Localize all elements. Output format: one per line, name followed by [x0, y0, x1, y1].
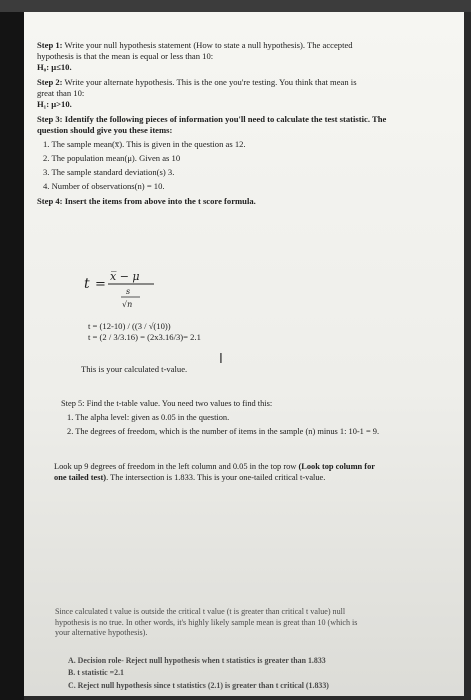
option-c: C. Reject null hypothesis since t statistics (2.1) is greater than t critical (1.833): [68, 680, 329, 690]
conclusion-paragraph: [55, 607, 357, 639]
list-item: 3. The sample standard deviation(s) 3.: [43, 167, 175, 177]
step5-heading: Step 5: Find the t-table value. You need two values to find this:: [61, 399, 273, 408]
null-hypothesis: H₀: μ≤10.: [37, 62, 72, 72]
step1-text: Write your null hypothesis statement (How to state a null hypothesis). The accepted: [62, 40, 353, 50]
answer-options: [68, 655, 329, 692]
conclusion-line1: Since calculated t value is outside the critical t value (t is greater than critical t value) null: [55, 607, 346, 616]
lookup-emphasis-a: (Look top column for: [298, 462, 375, 471]
list-item: 1. The sample mean(x̅). This is given in the question as 12.: [43, 139, 246, 149]
step3-heading: Step 3: Identify the following pieces of information you'll need to calculate the test statistic. The: [37, 114, 387, 124]
step1-line1: [37, 40, 455, 51]
step4-heading: Step 4: Insert the items from above into the t score formula.: [37, 196, 256, 206]
document-body: [37, 40, 455, 207]
step1-line2: hypothesis is that the mean is equal or less than 10:: [37, 51, 214, 61]
lookup-paragraph: [54, 462, 375, 484]
formula-lhs: t: [84, 276, 90, 292]
step2-heading: Step 2:: [37, 77, 63, 87]
left-edge: [0, 12, 24, 700]
formula-denominator-top: s: [126, 287, 131, 296]
step2-text: Write your alternate hypothesis. This is the one you're testing. You think that mean is: [62, 77, 357, 87]
t-score-formula: [82, 264, 172, 312]
formula-numerator: x̅ − μ: [110, 270, 140, 283]
list-item: 4. Number of observations(n) = 10.: [43, 181, 165, 191]
conclusion-line3: your alternative hypothesis).: [55, 628, 148, 638]
list-item: 2. The degrees of freedom, which is the number of items in the sample (n) minus 1: 10-1 = 9.: [67, 426, 380, 436]
step2-line2: great than 10:: [37, 88, 85, 98]
calculation: [88, 321, 201, 343]
lookup-emphasis-b: one tailed test): [54, 472, 107, 482]
calc-line2: t = (2 / 3/3.16) = (2x3.16/3)= 2.1: [88, 332, 201, 343]
step3-line2: question should give you these items:: [37, 125, 173, 135]
lookup-line1: [54, 462, 375, 473]
lookup-line2: [54, 473, 375, 484]
list-item: 2. The population mean(μ). Given as 10: [43, 153, 181, 163]
step1-heading: Step 1:: [37, 40, 63, 50]
document-page: [24, 12, 464, 696]
option-a: A. Decision role- Reject null hypothesis when t statistics is greater than 1.833: [68, 656, 326, 665]
list-item: 1. The alpha level: given as 0.05 in the question.: [67, 412, 230, 422]
text-cursor-icon: I: [219, 352, 223, 367]
calculated-t-label: This is your calculated t-value.: [81, 364, 188, 374]
conclusion-line2: hypothesis is no true. In other words, it's highly likely sample mean is great than 10 (which is: [55, 617, 358, 627]
option-b: B. t statistic =2.1: [68, 668, 124, 678]
calc-line1: t = (12-10) / ((3 / √(10)): [88, 321, 171, 331]
step2-line1: [37, 77, 455, 88]
lookup-text-b: . The intersection is 1.833. This is your one-tailed critical t-value.: [106, 472, 326, 482]
step5-section: [61, 399, 379, 438]
formula-equals: =: [95, 277, 106, 292]
lookup-text-a: Look up 9 degrees of freedom in the left column and 0.05 in the top row: [54, 462, 299, 471]
formula-denominator-bottom: √n: [122, 300, 133, 309]
alternate-hypothesis: H₁: μ>10.: [37, 99, 72, 109]
top-edge: [0, 0, 471, 12]
